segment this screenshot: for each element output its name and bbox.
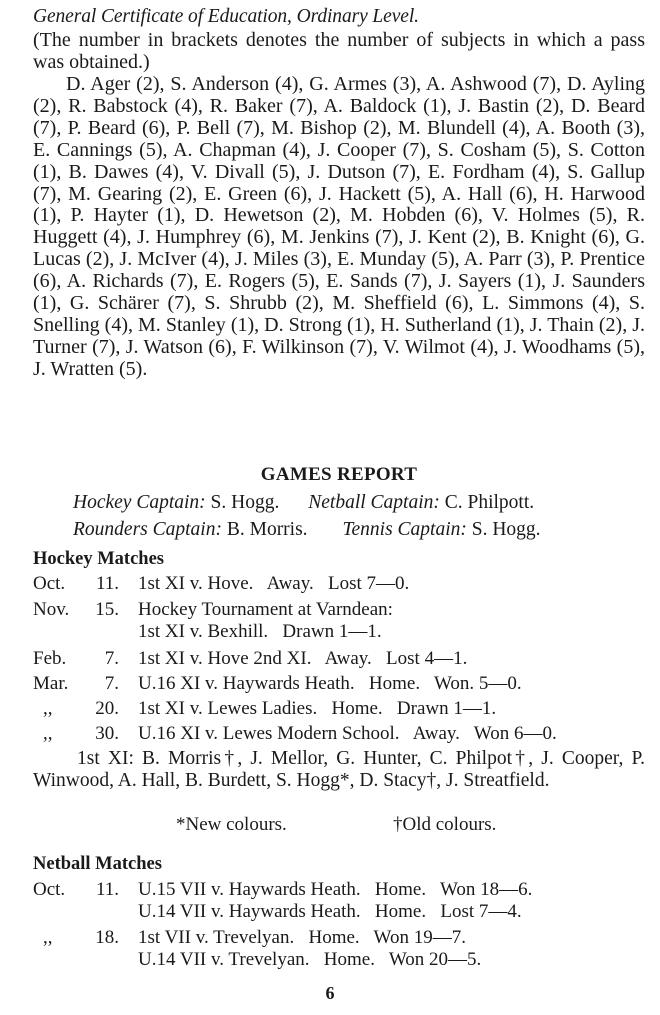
match-text: 1st XI v. Hove. Away. Lost 7—0.: [138, 573, 410, 594]
match-text: U.14 VII v. Haywards Heath. Home. Lost 7—4.: [138, 901, 522, 922]
hockey-captain-label: Hockey Captain:: [73, 492, 206, 513]
match-text: U.14 VII v. Trevelyan. Home. Won 20—5.: [138, 949, 482, 970]
match-text: 1st XI v. Lewes Ladies. Home. Drawn 1—1.: [138, 698, 497, 719]
netball-captain-label: Netball Captain:: [308, 492, 440, 513]
match-day: 30.: [95, 723, 119, 744]
gce-pass-list: D. Ager (2), S. Anderson (4), G. Armes (3), A. Ashwood (7), D. Ayling (2), R. Babstock (4), R. Baker (7), A. Baldock (1), J. Bastin (2), D. Beard (7), P. Beard (6), P. Bell (7), M. Bishop (2), M. Blundell (4), A. Booth (3), E. Cannings (5), A. Chapman (4), J. Cooper (7), S. Cosham (5), S. Cotton (1), B. Dawes (4), V. Divall (5), J. Dutson (7), E. Fordham (4), S. Gallup (7), M. Gearing (2), E. Green (6), J. Hackett (5), A. Hall (6), H. Harwood (1), P. Hayter (1), D. Hewetson (2), M. Hobden (6), V. Holmes (5), R. Huggett (4), J. Humphrey (6), M. Jenkins (7), J. Kent (2), B. Knight (6), G. Lucas (2), J. McIver (4), J. Miles (3), E. Munday (5), A. Parr (3), P. Prentice (6), A. Richards (7), E. Rogers (5), E. Sands (7), J. Sayers (1), J. Saunders (1), G. Schärer (7), S. Shrubb (2), M. Sheffield (6), L. Simmons (4), S. Snelling (4), M. Stanley (1), D. Strong (1), H. Sutherland (1), J. Thain (2), J. Turner (7), J. Watson (6), F. Wilkinson (7), V. Wilmot (4), J. Woodhams (5), J. Wratten (5).: [33, 73, 645, 380]
match-day: 18.: [95, 927, 119, 948]
netball-matches-heading: Netball Matches: [33, 854, 162, 874]
hockey-captain-name: S. Hogg.: [210, 492, 280, 513]
netball-captain-name: C. Philpott.: [444, 492, 535, 513]
match-text: 1st XI v. Bexhill. Drawn 1—1.: [138, 621, 382, 642]
match-text: 1st VII v. Trevelyan. Home. Won 19—7.: [138, 927, 466, 948]
tennis-captain-name: S. Hogg.: [471, 519, 541, 540]
new-colours-note: *New colours.: [176, 814, 287, 835]
match-day: 11.: [95, 573, 119, 594]
match-text: 1st XI v. Hove 2nd XI. Away. Lost 4—1.: [138, 648, 468, 669]
gce-heading: General Certificate of Education, Ordinary Level.: [33, 6, 419, 27]
match-month: Feb.: [33, 648, 67, 669]
hockey-team-list: 1st XI: B. Morris†, J. Mellor, G. Hunter, C. Philpot†, J. Cooper, P. Winwood, A. Hall, B. Burdett, S. Hogg*, D. Stacy†, J. Streatfield.: [33, 748, 645, 791]
hockey-matches-heading: Hockey Matches: [33, 549, 165, 569]
match-month: Nov.: [33, 599, 70, 620]
match-month: Oct.: [33, 573, 66, 594]
match-text: U.16 XI v. Haywards Heath. Home. Won. 5—0.: [138, 673, 522, 694]
page-number: 6: [325, 983, 335, 1003]
match-day: 20.: [95, 698, 119, 719]
match-month: ,,: [43, 698, 53, 719]
match-day: 15.: [95, 599, 119, 620]
rounders-captain-name: B. Morris.: [226, 519, 308, 540]
games-report-title: GAMES REPORT: [260, 464, 418, 485]
match-day: 11.: [95, 879, 119, 900]
match-day: 7.: [104, 673, 119, 694]
match-text: Hockey Tournament at Varndean:: [138, 599, 393, 620]
match-day: 7.: [104, 648, 119, 669]
match-month: ,,: [43, 723, 53, 744]
old-colours-note: †Old colours.: [393, 814, 497, 835]
match-text: U.16 XI v. Lewes Modern School. Away. Won 6—0.: [138, 723, 557, 744]
match-month: Oct.: [33, 879, 66, 900]
gce-note: (The number in brackets denotes the number of subjects in which a pass was obtained.): [33, 29, 645, 73]
captains-line-1: [73, 492, 534, 514]
match-text: U.15 VII v. Haywards Heath. Home. Won 18—6.: [138, 879, 533, 900]
rounders-captain-label: Rounders Captain:: [73, 519, 222, 540]
tennis-captain-label: Tennis Captain:: [342, 519, 467, 540]
match-month: Mar.: [33, 673, 69, 694]
captains-line-2: [73, 519, 541, 541]
match-month: ,,: [43, 927, 53, 948]
